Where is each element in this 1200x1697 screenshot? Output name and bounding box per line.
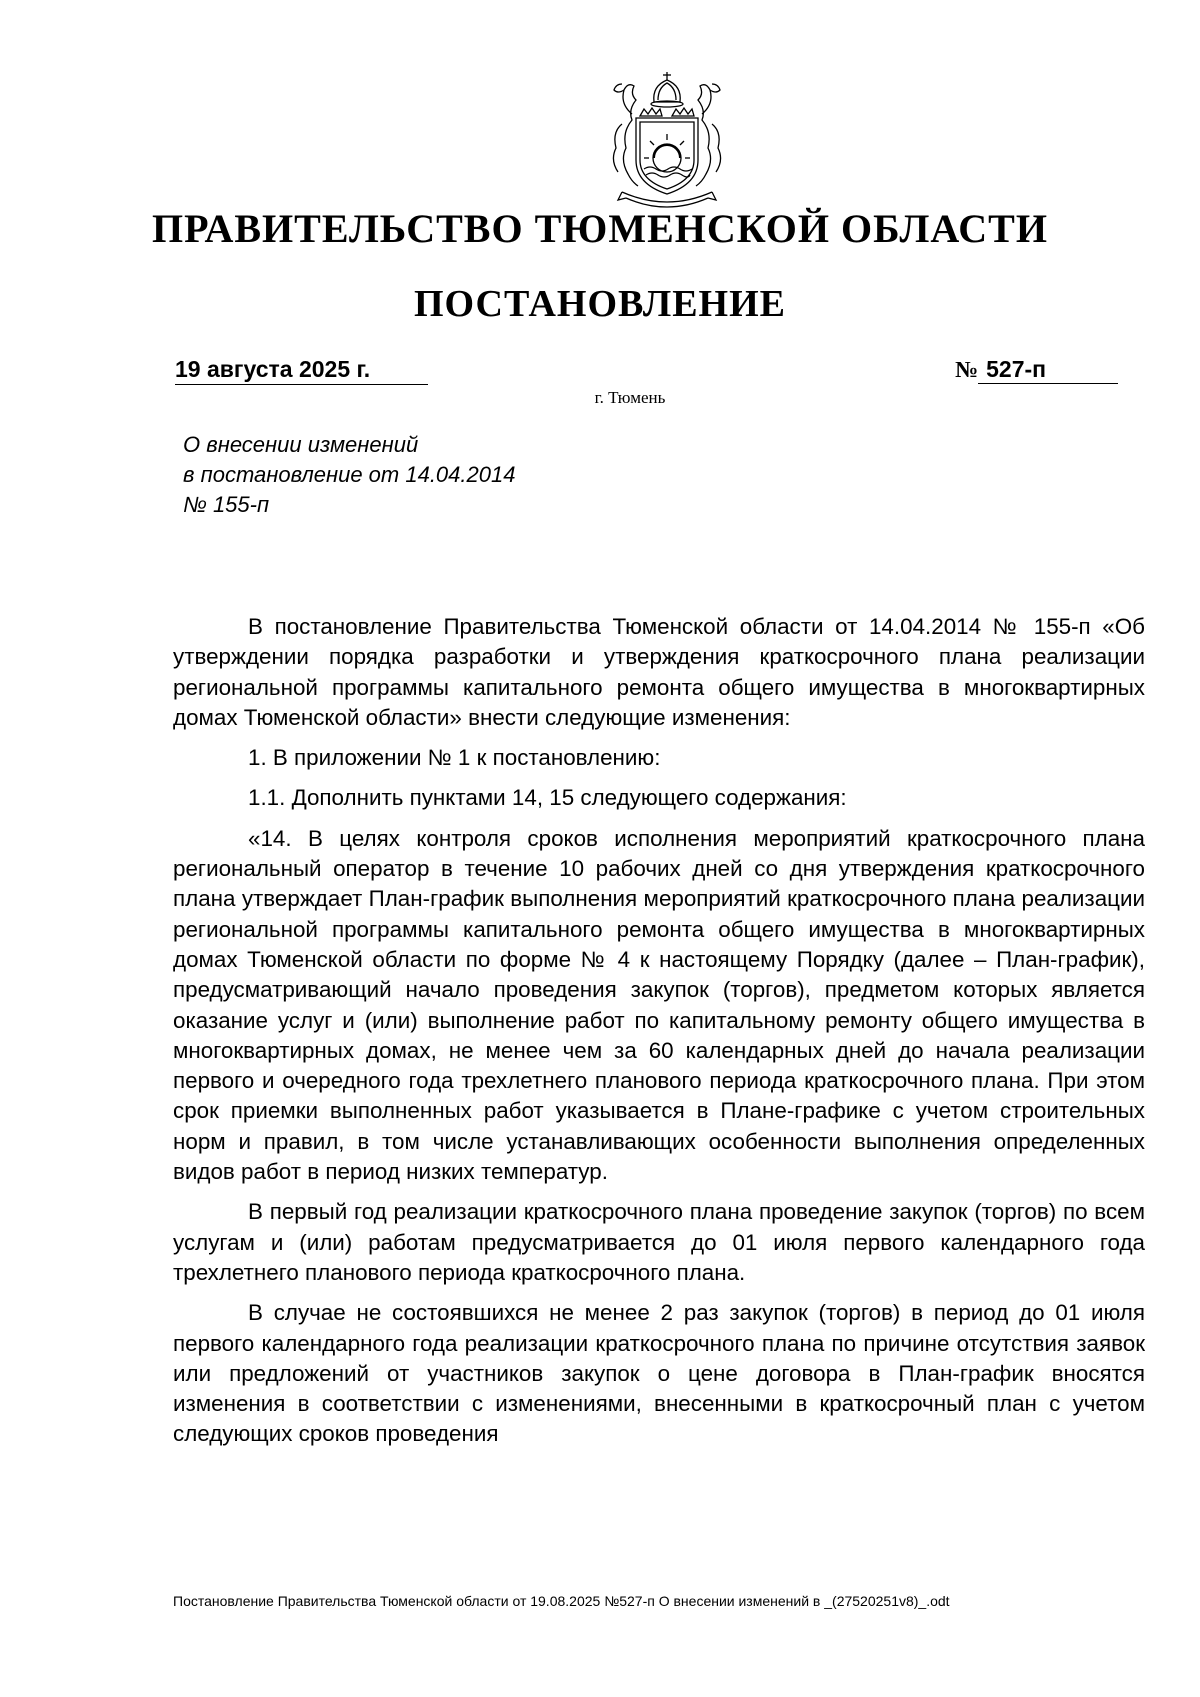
city-label: г. Тюмень bbox=[594, 388, 666, 407]
body-paragraph: «14. В целях контроля сроков исполнения мероприятий краткосрочного плана региональный оператор в течение 10 рабочих дней со дня утверждения краткосрочного плана утверждает План-график выполнения мероприятий краткосрочного плана реализации региональной программы капитального ремонта общего имущества в многоквартирных домах Тюменской области по форме № 4 к настоящему Порядку (далее – План-график), предусматривающий начало проведения закупок (торгов), предметом которых является оказание услуг и (или) выполнение работ по капитальному ремонту общего имущества в многоквартирных домах, не менее чем за 60 календарных дней до начала реализации первого и очередного года трехлетнего планового периода краткосрочного плана. При этом срок приемки выполненных работ указывается в Плане-графике с учетом строительных норм и правил, в том числе устанавливающих особенности выполнения определенных видов работ в период низких температур. bbox=[173, 825, 1145, 1185]
document-type-title: ПОСТАНОВЛЕНИЕ bbox=[413, 283, 787, 325]
document-date: 19 августа 2025 г. bbox=[175, 355, 428, 385]
document-number: 527-п bbox=[978, 355, 1118, 384]
government-title: ПРАВИТЕЛЬСТВО ТЮМЕНСКОЙ ОБЛАСТИ bbox=[152, 206, 1048, 251]
body-paragraph: 1.1. Дополнить пунктами 14, 15 следующего содержания: bbox=[248, 785, 847, 811]
tyumen-coat-of-arms-icon bbox=[592, 64, 742, 214]
body-paragraph: В случае не состоявшихся не менее 2 раз закупок (торгов) в период до 01 июля первого календарного года реализации краткосрочного плана по причине отсутствия заявок или предложений от участников закупок о цене договора в План-график вносятся изменения в соответствии с изменениями, внесенными в краткосрочный план с учетом следующих сроков проведения bbox=[173, 1300, 1145, 1447]
body-paragraph: 1. В приложении № 1 к постановлению: bbox=[248, 745, 661, 771]
document-number-field bbox=[955, 355, 1130, 384]
document-footer: Постановление Правительства Тюменской области от 19.08.2025 №527-п О внесении изменений в _(27520251v8)_.odt bbox=[173, 1593, 950, 1609]
body-paragraph: В постановление Правительства Тюменской области от 14.04.2014 № 155-п «Об утверждении порядка разработки и утверждения краткосрочного плана реализации региональной программы капитального ремонта общего имущества в многоквартирных домах Тюменской области» внести следующие изменения: bbox=[173, 614, 1145, 730]
document-body bbox=[173, 612, 1145, 1450]
body-paragraph: В первый год реализации краткосрочного плана проведение закупок (торгов) по всем услугам и (или) работам предусматривается до 01 июля первого календарного года трехлетнего планового периода краткосрочного плана. bbox=[173, 1199, 1145, 1285]
subject-line: № 155-п bbox=[183, 492, 270, 517]
subject-line: О внесении изменений bbox=[183, 432, 419, 457]
subject-line: в постановление от 14.04.2014 bbox=[183, 462, 516, 487]
document-subject bbox=[183, 430, 643, 520]
number-sign: № bbox=[955, 357, 979, 382]
